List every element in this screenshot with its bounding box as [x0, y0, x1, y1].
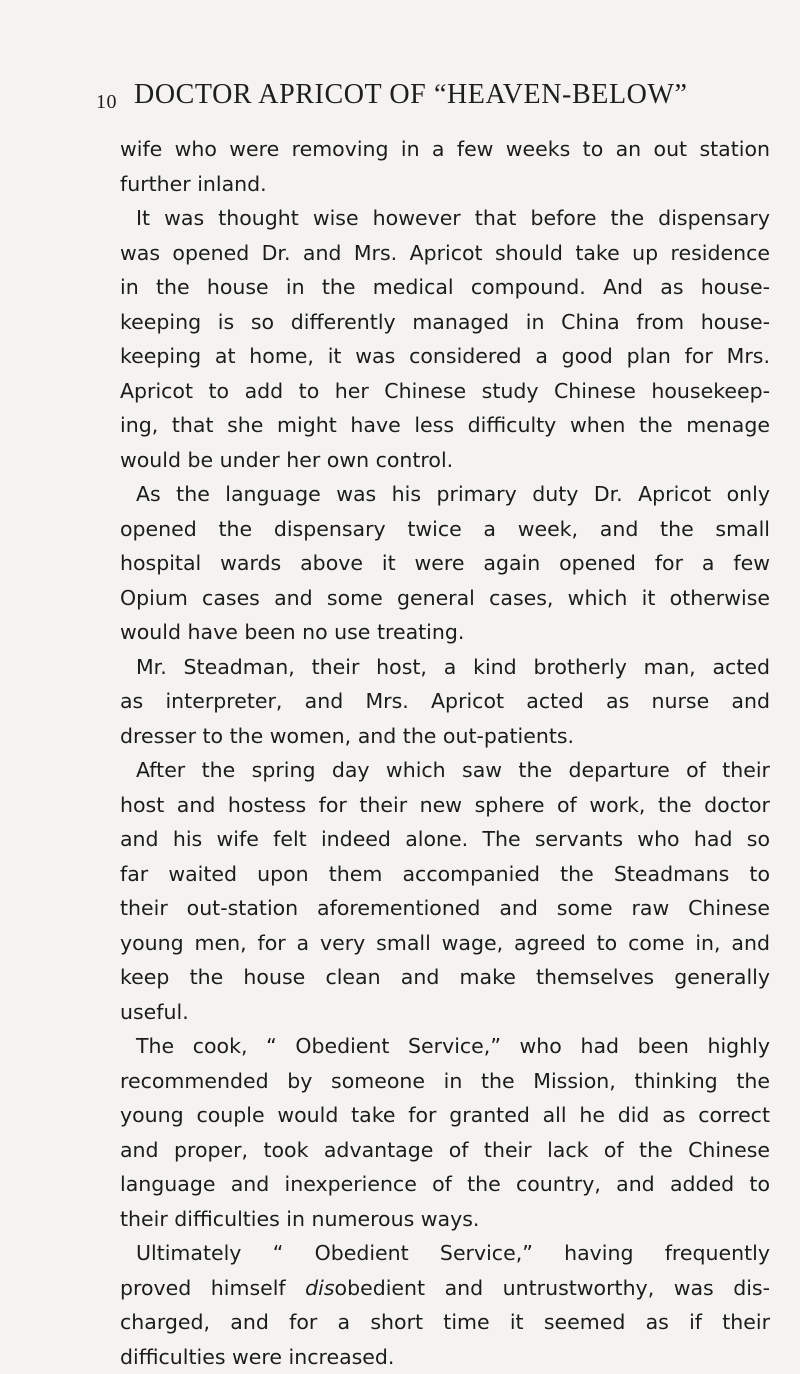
text-line: Opium cases and some general cases, which it otherwise [120, 581, 770, 616]
text-line: would have been no use treating. [120, 615, 770, 650]
text-line: host and hostess for their new sphere of work, the doctor [120, 788, 770, 823]
text-line: Ultimately “ Obedient Service,” having frequently [120, 1236, 770, 1271]
text-line: keeping is so differently managed in China from house- [120, 305, 770, 340]
running-title: DOCTOR APRICOT OF “HEAVEN-BELOW” [134, 79, 688, 111]
text-line: and his wife felt indeed alone. The servants who had so [120, 822, 770, 857]
text-line: language and inexperience of the country, and added to [120, 1167, 770, 1202]
text-line: their out-station aforementioned and some raw Chinese [120, 891, 770, 926]
text-line: keep the house clean and make themselves generally [120, 960, 770, 995]
text-line: dresser to the women, and the out-patients. [120, 719, 770, 754]
page-number: 10 [96, 91, 117, 114]
text-line: ing, that she might have less difficulty when the menage [120, 408, 770, 443]
text-fragment: obedient and untrustworthy, was dis- [335, 1276, 770, 1300]
text-line: useful. [120, 995, 770, 1030]
text-line: far waited upon them accompanied the Steadmans to [120, 857, 770, 892]
text-line: As the language was his primary duty Dr. Apricot only [120, 477, 770, 512]
text-fragment: proved himself [120, 1276, 305, 1300]
text-line: opened the dispensary twice a week, and the small [120, 512, 770, 547]
text-line: recommended by someone in the Mission, thinking the [120, 1064, 770, 1099]
body-text [120, 132, 770, 1374]
text-line: their difficulties in numerous ways. [120, 1202, 770, 1237]
text-line: After the spring day which saw the departure of their [120, 753, 770, 788]
text-line: Apricot to add to her Chinese study Chinese housekeep- [120, 374, 770, 409]
italic-emphasis: dis [305, 1276, 334, 1300]
text-line-with-emphasis [120, 1271, 770, 1306]
running-head [96, 79, 776, 119]
text-line: keeping at home, it was considered a good plan for Mrs. [120, 339, 770, 374]
text-line: Mr. Steadman, their host, a kind brotherly man, acted [120, 650, 770, 685]
text-line: was opened Dr. and Mrs. Apricot should take up residence [120, 236, 770, 271]
text-line: It was thought wise however that before the dispensary [120, 201, 770, 236]
text-line: hospital wards above it were again opened for a few [120, 546, 770, 581]
text-line: in the house in the medical compound. And as house- [120, 270, 770, 305]
text-line: charged, and for a short time it seemed as if their [120, 1305, 770, 1340]
text-line: The cook, “ Obedient Service,” who had been highly [120, 1029, 770, 1064]
text-line: further inland. [120, 167, 770, 202]
text-line: difficulties were increased. [120, 1340, 770, 1374]
text-line: young couple would take for granted all he did as correct [120, 1098, 770, 1133]
text-line: and proper, took advantage of their lack of the Chinese [120, 1133, 770, 1168]
text-line: young men, for a very small wage, agreed to come in, and [120, 926, 770, 961]
text-line: as interpreter, and Mrs. Apricot acted as nurse and [120, 684, 770, 719]
text-line: would be under her own control. [120, 443, 770, 478]
text-line: wife who were removing in a few weeks to an out station [120, 132, 770, 167]
